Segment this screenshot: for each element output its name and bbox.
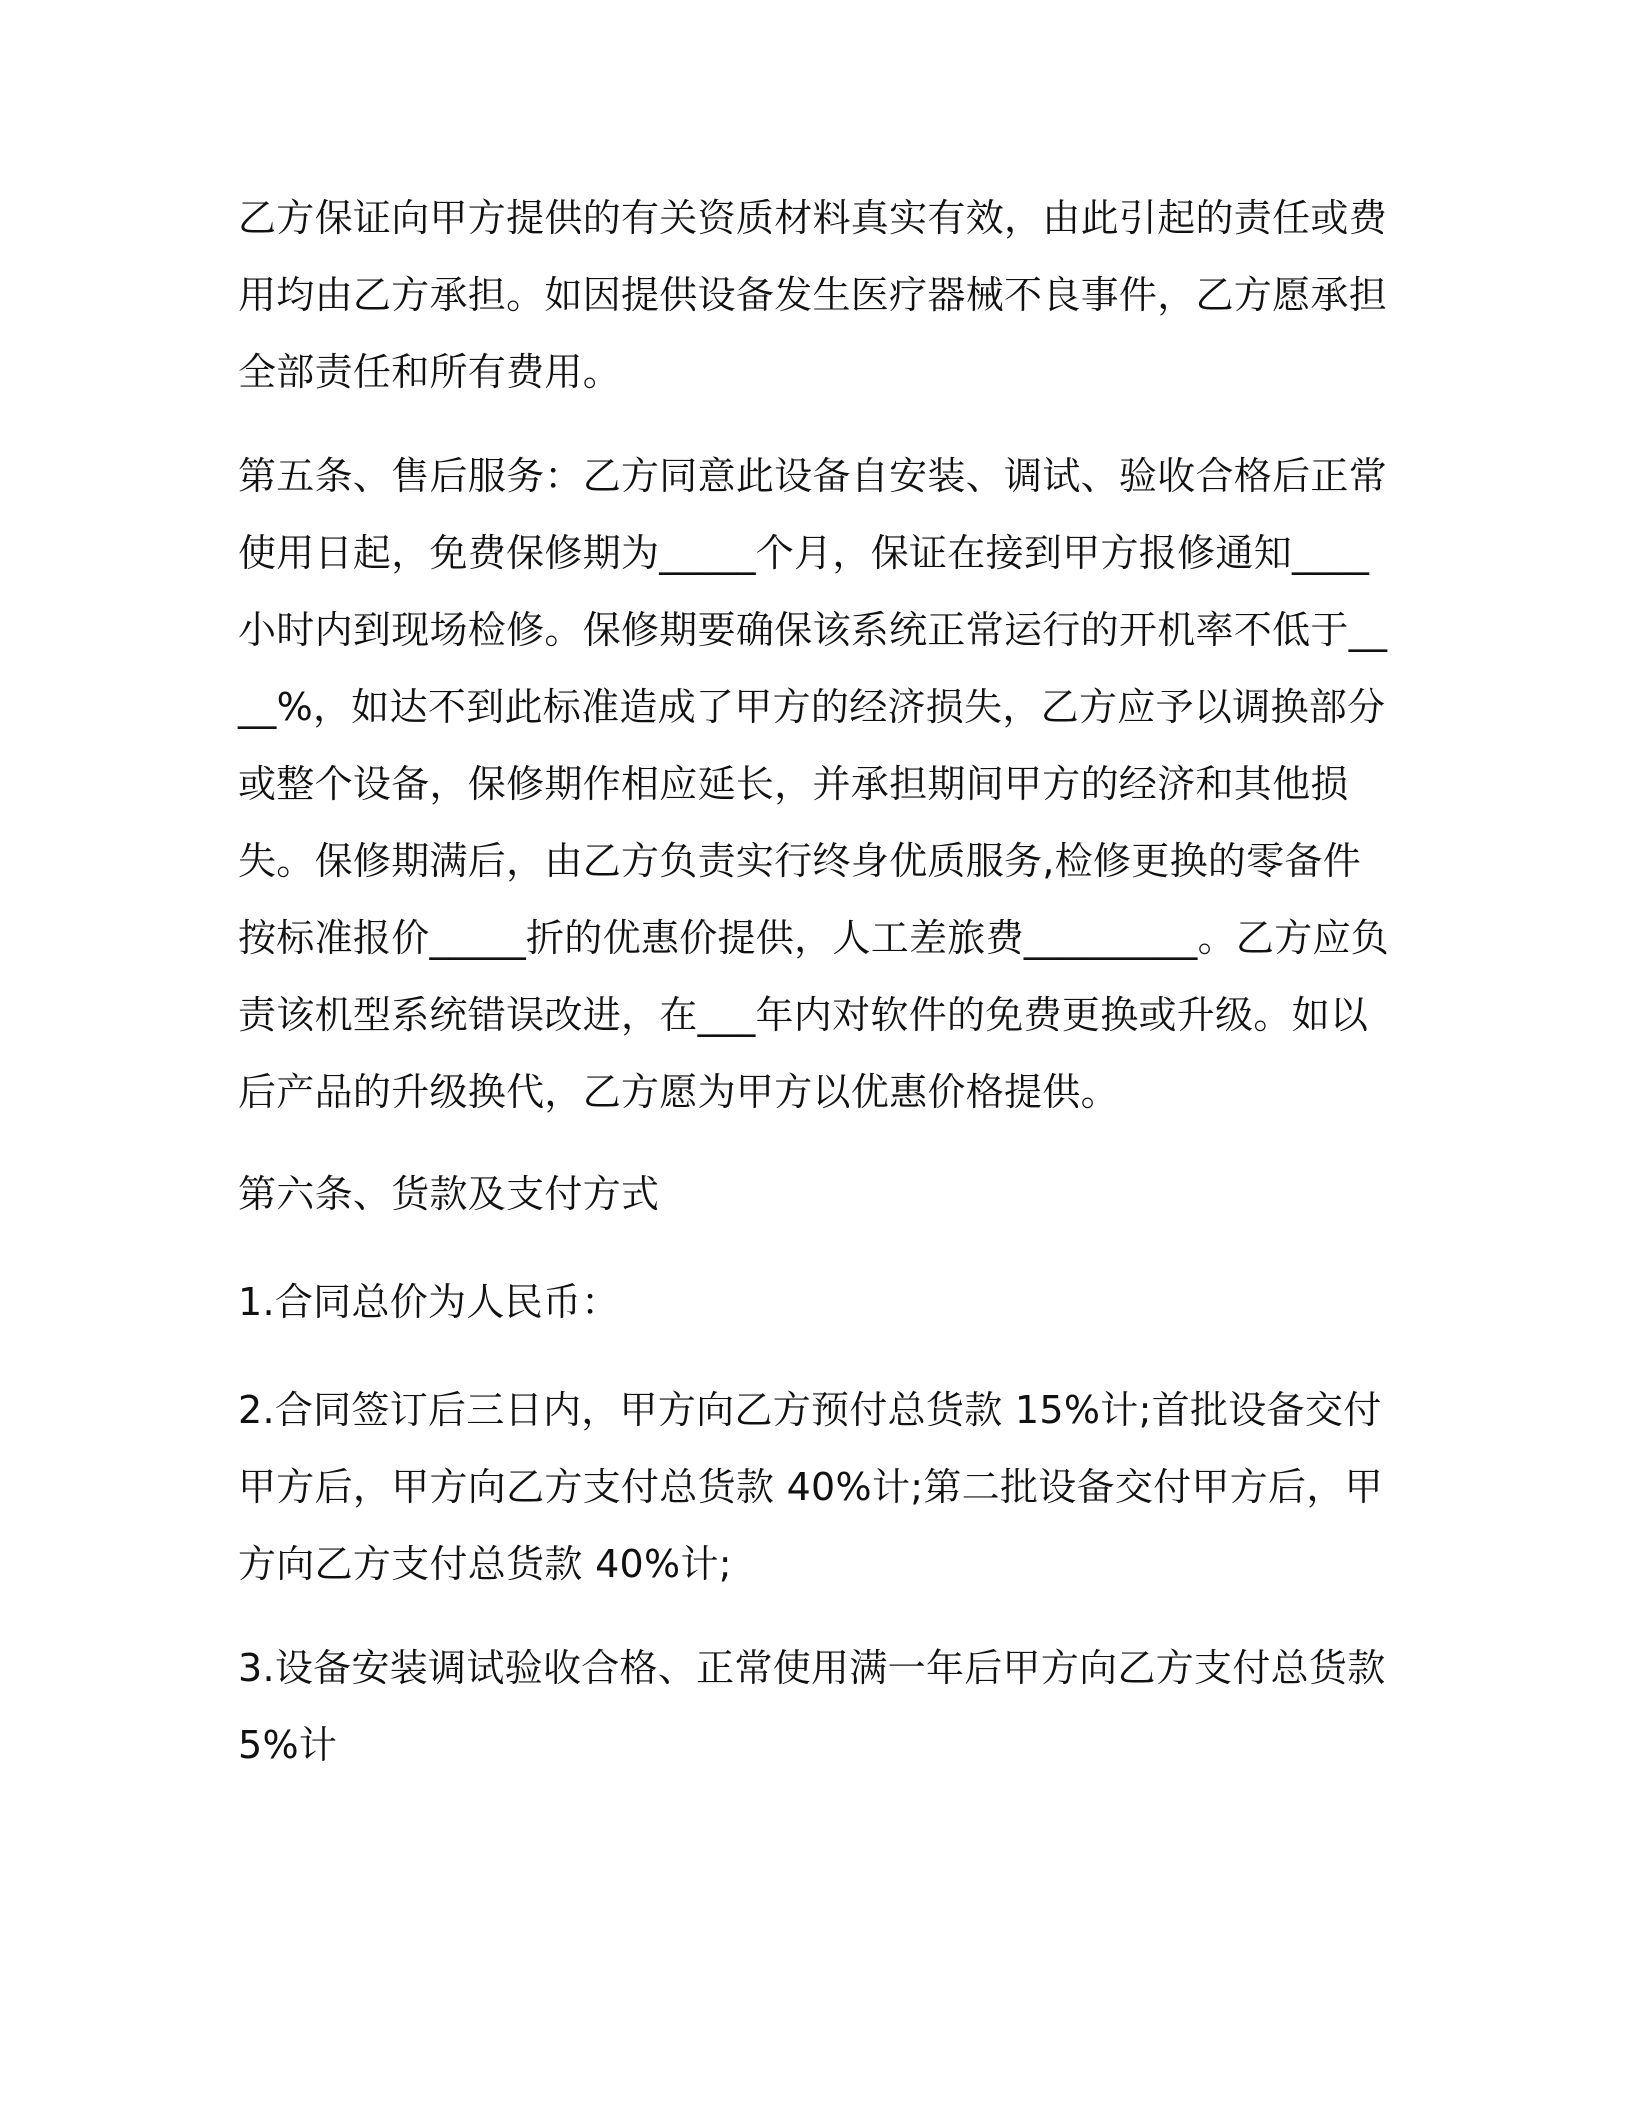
paragraph-qualification-guarantee: 乙方保证向甲方提供的有关资质材料真实有效，由此引起的责任或费用均由乙方承担。如因提供设备发生医疗器械不良事件，乙方愿承担全部责任和所有费用。 (238, 196, 1388, 394)
paragraph-item-1-total-price: 1.合同总价为人民币： (238, 1280, 620, 1324)
paragraph-item-3-final-payment: 3.设备安装调试验收合格、正常使用满一年后甲方向乙方支付总货款 5%计 (238, 1646, 1386, 1767)
paragraph-article-5-after-sales: 第五条、售后服务：乙方同意此设备自安装、调试、验收合格后正常使用日起，免费保修期为_____个月，保证在接到甲方报修通知____小时内到现场检修。保修期要确保该系统正常运行的开机率不低于____%，如达不到此标准造成了甲方的经济损失，乙方应予以调换部分或整个设备，保修期作相应延长，并承担期间甲方的经济和其他损失。保修期满后，由乙方负责实行终身优质服务,检修更换的零备件按标准报价_____折的优惠价提供，人工差旅费_________。乙方应负责该机型系统错误改进，在___年内对软件的免费更换或升级。如以后产品的升级换代，乙方愿为甲方以优惠价格提供。 (238, 454, 1390, 1114)
paragraph-article-6-heading: 第六条、货款及支付方式 (238, 1172, 660, 1216)
paragraph-item-2-payment-schedule: 2.合同签订后三日内，甲方向乙方预付总货款 15%计;首批设备交付甲方后，甲方向乙方支付总货款 40%计;第二批设备交付甲方后，甲方向乙方支付总货款 40%计; (238, 1388, 1383, 1586)
